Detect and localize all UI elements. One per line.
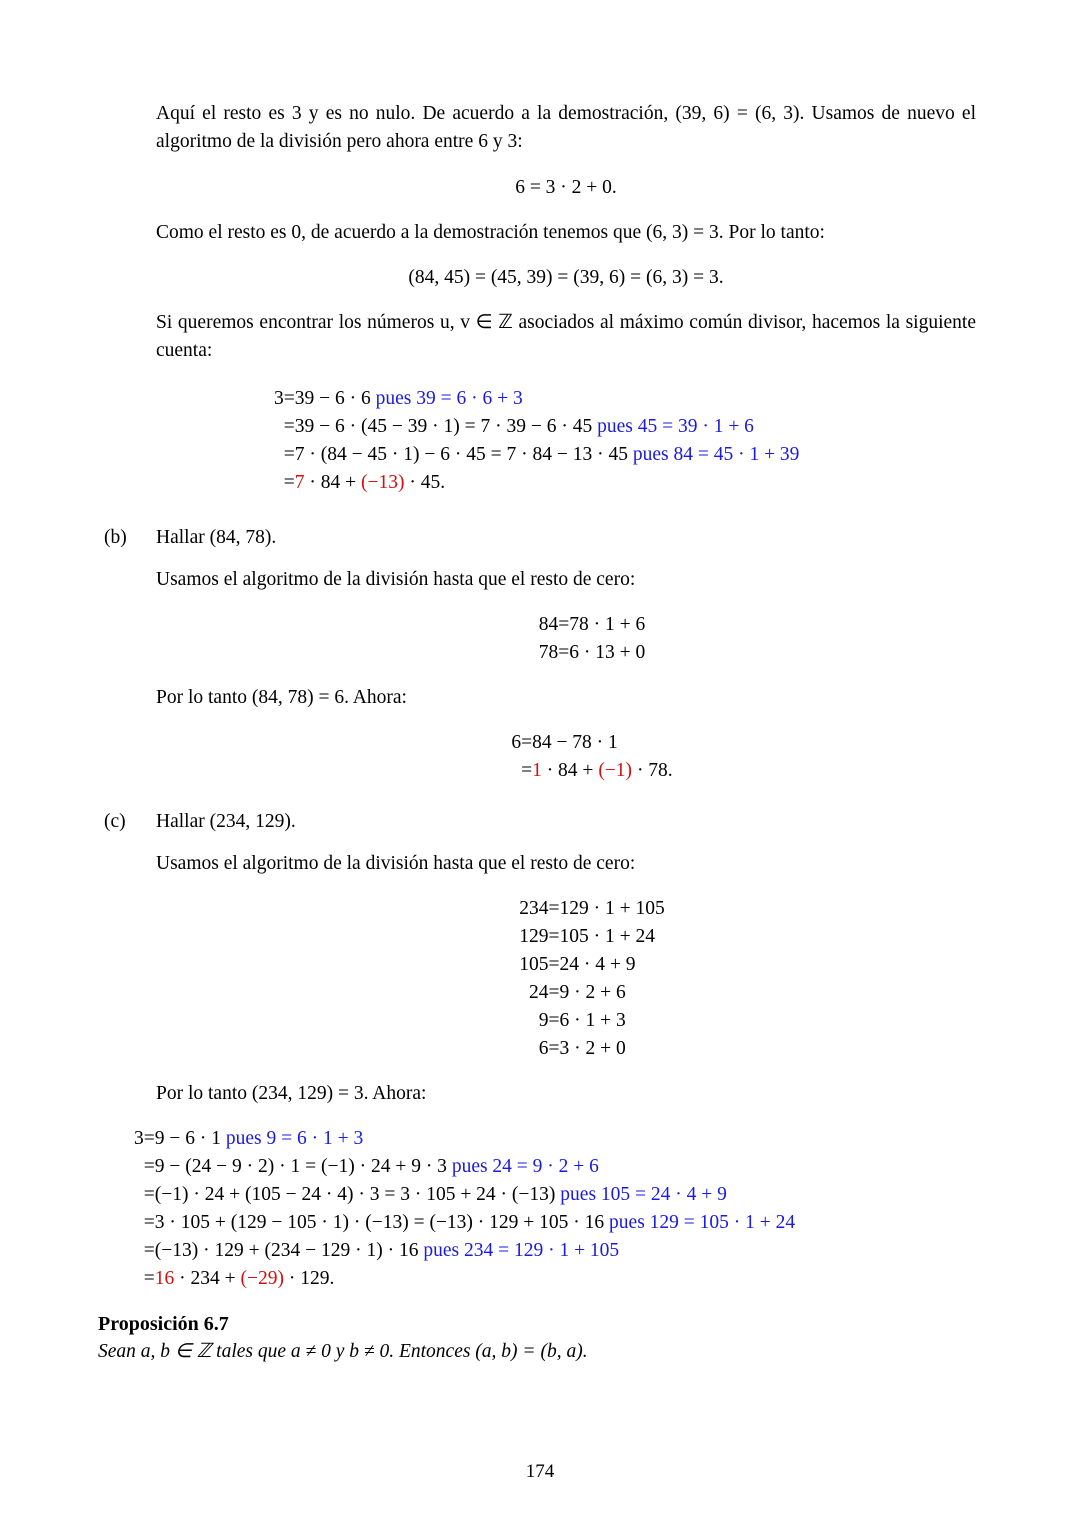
rhs-justification: pues 45 = 39 · 1 + 6 <box>597 416 754 438</box>
row-lhs: 9 <box>538 1010 549 1032</box>
paragraph-intro: Aquí el resto es 3 y es no nulo. De acuerdo a la demostración, (39, 6) = (6, 3). Usamos de nuevo el algoritmo de la división pero ahora entre 6 y 3: <box>156 103 976 153</box>
row-equals: = <box>143 1128 155 1150</box>
equation-row <box>274 385 799 413</box>
paragraph-gcd-84-78: Por lo tanto (84, 78) = 6. Ahora: <box>156 687 407 709</box>
row-lhs <box>134 1237 144 1265</box>
row-rhs <box>155 1153 795 1181</box>
rhs-tail: · 129. <box>284 1268 335 1290</box>
item-c-title: Hallar (234, 129). <box>156 811 296 833</box>
row-rhs: 24 · 4 + 9 <box>559 954 636 976</box>
row-rhs: 84 − 78 · 1 <box>532 732 618 754</box>
rhs-plain: (−13) · 129 + (234 − 129 · 1) · 16 <box>154 1240 424 1262</box>
rhs-justification: pues 84 = 45 · 1 + 39 <box>632 444 800 466</box>
coefficient-v: (−29) <box>240 1268 284 1290</box>
item-b-title: Hallar (84, 78). <box>156 527 277 549</box>
rhs-plain: 7 · (84 − 45 · 1) − 6 · 45 = 7 · 84 − 13 · 45 <box>294 444 633 466</box>
row-equals: = <box>143 1240 155 1262</box>
row-lhs <box>274 469 284 497</box>
row-lhs <box>134 1209 144 1237</box>
rhs-tail: · 45. <box>404 472 446 494</box>
page-number: 174 <box>525 1461 555 1482</box>
equation-row <box>519 1035 665 1063</box>
row-lhs: 3 <box>134 1128 144 1150</box>
row-rhs <box>155 1209 795 1237</box>
row-equals: = <box>521 732 533 754</box>
rhs-plain: (−1) · 24 + (105 − 24 · 4) · 3 = 3 · 105 + 24 · (−13) <box>154 1184 561 1206</box>
row-rhs <box>155 1265 795 1293</box>
rhs-tail: · 78. <box>632 760 673 782</box>
rhs-justification: pues 9 = 6 · 1 + 3 <box>225 1128 364 1150</box>
row-lhs <box>511 757 521 785</box>
bezout-block-84-78 <box>511 729 672 785</box>
coefficient-v: (−13) <box>361 472 405 494</box>
rhs-mid: · 84 + <box>304 472 361 494</box>
equation-row <box>134 1265 795 1293</box>
row-rhs <box>155 1181 795 1209</box>
rhs-plain: 39 − 6 · (45 − 39 · 1) = 7 · 39 − 6 · 45 <box>294 416 598 438</box>
row-lhs: 3 <box>274 388 284 410</box>
proposition-statement: Sean a, b ∈ ℤ tales que a ≠ 0 y b ≠ 0. Entonces (a, b) = (b, a). <box>98 1341 588 1363</box>
equation-row <box>519 1007 665 1035</box>
row-equals: = <box>283 416 295 438</box>
rhs-justification: pues 39 = 6 · 6 + 3 <box>375 388 523 410</box>
row-equals: = <box>283 444 295 466</box>
page-body <box>156 100 976 497</box>
equation-row <box>539 611 646 639</box>
row-equals: = <box>143 1156 155 1178</box>
equation-row <box>539 639 646 667</box>
row-lhs: 24 <box>529 982 549 1004</box>
row-equals: = <box>143 1268 155 1290</box>
equation-row <box>134 1125 795 1153</box>
rhs-mid: · 84 + <box>541 760 599 782</box>
list-item-content <box>134 811 1028 1293</box>
row-equals: = <box>143 1212 155 1234</box>
row-rhs <box>532 757 673 785</box>
equation-row <box>274 413 799 441</box>
row-rhs <box>295 413 800 441</box>
row-equals: = <box>143 1184 155 1206</box>
equation-row <box>274 441 799 469</box>
row-lhs: 6 <box>538 1038 549 1060</box>
row-equals: = <box>548 898 560 920</box>
equation-row <box>134 1153 795 1181</box>
paragraph-bezout-intro: Si queremos encontrar los números u, v ∈ ℤ asociados al máximo común divisor, hacemos la siguiente cuenta: <box>156 311 976 362</box>
proposition-title: Proposición 6.7 <box>98 1313 229 1336</box>
row-rhs: 129 · 1 + 105 <box>559 898 665 920</box>
row-rhs: 3 · 2 + 0 <box>559 1038 626 1060</box>
row-rhs <box>295 469 800 497</box>
paragraph-gcd-234-129: Por lo tanto (234, 129) = 3. Ahora: <box>156 1083 427 1105</box>
rhs-justification: pues 105 = 24 · 4 + 9 <box>560 1184 727 1206</box>
equation-row <box>134 1237 795 1265</box>
coefficient-u: 7 <box>294 472 305 494</box>
row-lhs <box>274 413 284 441</box>
bezout-block-84-45 <box>274 385 799 497</box>
row-equals: = <box>548 982 560 1004</box>
row-equals: = <box>548 1038 560 1060</box>
row-lhs <box>274 441 284 469</box>
row-rhs <box>155 1237 795 1265</box>
row-equals: = <box>548 1010 560 1032</box>
row-equals: = <box>283 388 295 410</box>
row-equals: = <box>548 926 560 948</box>
bezout-block-234-129 <box>134 1125 795 1293</box>
rhs-plain: 9 − (24 − 9 · 2) · 1 = (−1) · 24 + 9 · 3 <box>154 1156 452 1178</box>
item-c-algorithm-text: Usamos el algoritmo de la división hasta que el resto de cero: <box>156 853 636 875</box>
equation-row <box>274 469 799 497</box>
row-lhs: 105 <box>519 954 549 976</box>
equation-row <box>134 1181 795 1209</box>
equation-gcd-chain: (84, 45) = (45, 39) = (39, 6) = (6, 3) = 3. <box>408 266 724 288</box>
rhs-plain: 9 − 6 · 1 <box>154 1128 226 1150</box>
row-lhs <box>134 1265 144 1293</box>
row-lhs: 78 <box>538 642 559 664</box>
row-equals: = <box>521 760 533 782</box>
row-rhs <box>155 1125 795 1153</box>
item-b-algorithm-text: Usamos el algoritmo de la división hasta que el resto de cero: <box>156 569 636 591</box>
equation-division-6-3: 6 = 3 · 2 + 0. <box>515 176 617 198</box>
rhs-justification: pues 24 = 9 · 2 + 6 <box>451 1156 599 1178</box>
coefficient-u: 16 <box>154 1268 175 1290</box>
list-item-b <box>104 527 1028 785</box>
equation-row <box>511 757 672 785</box>
row-lhs: 234 <box>519 898 549 920</box>
rhs-plain: 3 · 105 + (129 − 105 · 1) · (−13) = (−13) · 129 + 105 · 16 <box>154 1212 610 1234</box>
division-block-84-78 <box>539 611 646 667</box>
row-lhs: 6 <box>511 732 522 754</box>
row-rhs: 6 · 1 + 3 <box>559 1010 626 1032</box>
row-lhs <box>134 1181 144 1209</box>
row-rhs: 78 · 1 + 6 <box>569 614 646 636</box>
rhs-plain: 39 − 6 · 6 <box>294 388 376 410</box>
list-marker: (b) <box>104 527 127 549</box>
equation-row <box>134 1209 795 1237</box>
equation-row <box>519 895 665 923</box>
row-lhs <box>134 1153 144 1181</box>
row-rhs: 105 · 1 + 24 <box>559 926 655 948</box>
row-rhs: 6 · 13 + 0 <box>569 642 646 664</box>
equation-row <box>519 951 665 979</box>
rhs-mid: · 234 + <box>174 1268 241 1290</box>
equation-row <box>511 729 672 757</box>
row-equals: = <box>558 614 570 636</box>
coefficient-u: 1 <box>532 760 542 782</box>
list-item-content <box>156 527 1028 785</box>
paragraph-remainder-zero: Como el resto es 0, de acuerdo a la demostración tenemos que (6, 3) = 3. Por lo tanto: <box>156 221 825 243</box>
rhs-justification: pues 129 = 105 · 1 + 24 <box>609 1212 796 1234</box>
row-equals: = <box>548 954 560 976</box>
row-equals: = <box>558 642 570 664</box>
equation-row <box>519 979 665 1007</box>
row-equals: = <box>283 472 295 494</box>
row-rhs <box>295 385 800 413</box>
row-lhs: 84 <box>538 614 559 636</box>
row-rhs <box>295 441 800 469</box>
rhs-justification: pues 234 = 129 · 1 + 105 <box>423 1240 620 1262</box>
list-item-c <box>104 811 1028 1293</box>
division-block-234-129 <box>519 895 665 1063</box>
equation-row <box>519 923 665 951</box>
row-lhs: 129 <box>519 926 549 948</box>
coefficient-v: (−1) <box>598 760 633 782</box>
row-rhs: 9 · 2 + 6 <box>559 982 626 1004</box>
list-marker: (c) <box>104 811 126 833</box>
